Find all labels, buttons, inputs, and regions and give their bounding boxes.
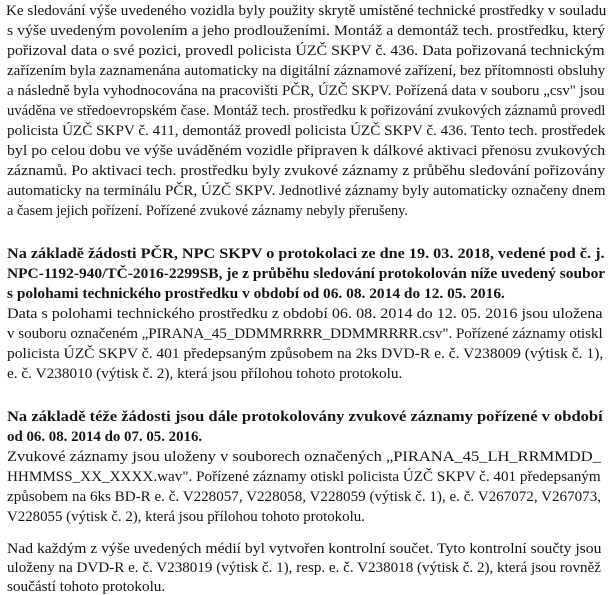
bold-text-line: NPC-1192-940/TČ-2016-2299SB, je z průběhu sledování protokolován níže uvedený soubor [7, 265, 606, 282]
text-line: e. č. V238010 (výtisk č. 2), která jsou přílohou tohoto protokolu. [7, 365, 403, 382]
text-line: součástí tohoto protokolu. [7, 578, 166, 595]
text-line: byl po celou dobu ve výše uváděném vozidle připraven k dálkové aktivaci přenosu zvukových [7, 142, 606, 159]
text-line: s výše uvedeným povolením a jeho prodlouženími. Montáž a demontáž tech. prostředku, který [7, 22, 606, 39]
text-line: zařízením byla zaznamenána automaticky na digitální záznamové zařízení, bez přítomnosti obsluhy [7, 62, 606, 79]
text-line: a následně byla vyhodnocována na pracovišti PČR, ÚZČ SKPV. Pořízená data v souboru „csv" jsou [7, 82, 605, 99]
bold-text-line: Na základě žádosti PČR, NPC SKPV o protokolaci ze dne 19. 03. 2018, vedené pod č. j. [7, 245, 605, 262]
text-line: automaticky na terminálu PČR, ÚZČ SKPV. Jednotlivé záznamy byly automaticky označeny dnem [7, 182, 606, 199]
text-line: Zvukové záznamy jsou uloženy v souborech označených „PIRANA_45_LH_RRMMDD_ [7, 448, 601, 465]
text-line: uloženy na DVD-R e. č. V238019 (výtisk č. 1), resp. e. č. V238018 (výtisk č. 2), která jsou rovněž [7, 559, 601, 576]
text-line: Ke sledování výše uvedeného vozidla byly použity skrytě umístěné technické prostředky v souladu [6, 2, 607, 19]
text-line: V228055 (výtisk č. 2), která jsou přílohou tohoto protokolu. [7, 508, 365, 525]
text-line: policista ÚZČ SKPV č. 401 předepsaným způsobem na 2ks DVD-R e. č. V238009 (výtisk č. 1), [7, 345, 604, 362]
text-line: HHMMSS_XX_XXXX.wav". Pořízené záznamy otiskl policista ÚZČ SKPV č. 401 předepsaným [7, 468, 601, 485]
text-line: Nad každým z výše uvedených médií byl vytvořen kontrolní součet. Tyto kontrolní součty jsou [7, 540, 602, 557]
text-line: policista ÚZČ SKPV č. 411, demontáž provedl policista ÚZČ SKPV č. 436. Tento tech. prostředek [7, 122, 606, 139]
text-line: způsobem na 6ks BD-R e. č. V228057, V228058, V228059 (výtisk č. 1), e. č. V267072, V267073, [7, 488, 602, 505]
text-line: a časem jejich pořízení. Pořízené zvukové záznamy nebyly přerušeny. [7, 202, 408, 219]
bold-text-line: Na základě téže žádosti jsou dále protokolovány zvukové záznamy pořízené v období [7, 408, 603, 425]
bold-text-line: s polohami technického prostředku v období od 06. 08. 2014 do 12. 05. 2016. [7, 285, 505, 302]
text-line: uváděna ve středoevropském čase. Montáž tech. prostředku k pořizování zvukových záznamů provedl [7, 102, 606, 119]
text-line: pořizoval data o své pozici, provedl policista ÚZČ SKPV č. 436. Data pořizovaná technickým [7, 42, 605, 59]
text-line: Data s polohami technického prostředku z období 06. 08. 2014 do 12. 05. 2016 jsou uložena [7, 305, 603, 322]
text-line: záznamů. Po aktivaci tech. prostředku byly zvukové záznamy z průběhu sledování pořizovány [7, 162, 606, 179]
text-line: v souboru označeném „PIRANA_45_DDMMRRRR_DDMMRRRR.csv". Pořízené záznamy otiskl [7, 325, 603, 342]
bold-text-line: od 06. 08. 2014 do 07. 05. 2016. [7, 428, 203, 445]
